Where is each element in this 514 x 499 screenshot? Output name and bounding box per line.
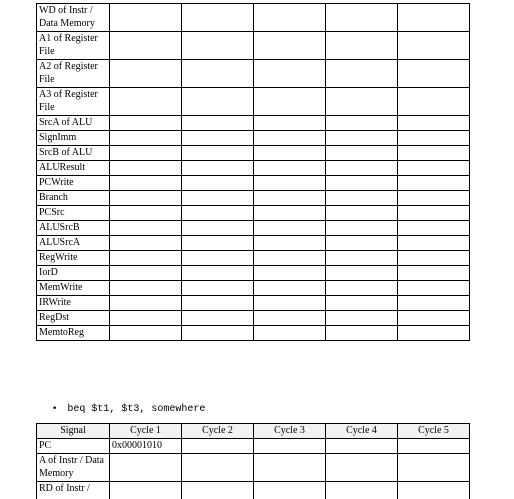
table-row	[37, 221, 470, 236]
cycle-5-cell[interactable]	[398, 116, 470, 131]
cycle-3-cell[interactable]	[254, 311, 326, 326]
cycle-5-cell[interactable]	[398, 281, 470, 296]
cycle-1-cell[interactable]	[110, 146, 182, 161]
cycle-5-cell[interactable]	[398, 131, 470, 146]
signal-name-cell: A of Instr / Data Memory	[37, 454, 110, 482]
table-row	[37, 131, 470, 146]
cycle-1-cell[interactable]	[110, 206, 182, 221]
cycle-3-cell[interactable]	[254, 251, 326, 266]
cycle-5-cell[interactable]	[398, 146, 470, 161]
cycle-3-cell[interactable]	[254, 454, 326, 482]
cycle-5-cell[interactable]	[398, 60, 470, 88]
cycle-4-cell[interactable]	[326, 88, 398, 116]
signal-name-cell: SignImm	[37, 131, 110, 146]
signal-name-cell: ALUSrcA	[37, 236, 110, 251]
signal-table-beq-body	[37, 439, 470, 499]
cycle-3-cell[interactable]	[254, 281, 326, 296]
cycle-4-cell[interactable]	[326, 206, 398, 221]
cycle-4-cell[interactable]	[326, 221, 398, 236]
cycle-2-cell[interactable]	[182, 482, 254, 499]
signal-name-cell: ALUResult	[37, 161, 110, 176]
cycle-2-cell[interactable]	[182, 88, 254, 116]
cycle-1-cell[interactable]	[110, 176, 182, 191]
table-row	[37, 266, 470, 281]
table-row	[37, 251, 470, 266]
cycle-3-cell[interactable]	[254, 176, 326, 191]
cycle-4-cell[interactable]	[326, 454, 398, 482]
cycle-1-cell[interactable]	[110, 311, 182, 326]
cycle-1-cell[interactable]	[110, 161, 182, 176]
cycle-4-column-header: Cycle 4	[326, 424, 398, 439]
cycle-1-cell[interactable]	[110, 4, 182, 32]
cycle-4-cell[interactable]	[326, 251, 398, 266]
cycle-3-cell[interactable]	[254, 296, 326, 311]
cycle-2-cell[interactable]	[182, 296, 254, 311]
cycle-2-cell[interactable]	[182, 161, 254, 176]
cycle-2-cell[interactable]	[182, 191, 254, 206]
cycle-1-cell[interactable]	[110, 221, 182, 236]
signal-name-cell: RD of Instr /	[37, 482, 110, 499]
table-row	[37, 4, 470, 32]
table-row	[37, 454, 470, 482]
cycle-1-cell[interactable]	[110, 236, 182, 251]
cycle-1-cell[interactable]	[110, 326, 182, 341]
cycle-4-cell[interactable]	[326, 191, 398, 206]
cycle-5-cell[interactable]	[398, 251, 470, 266]
table-row	[37, 206, 470, 221]
signal-name-cell: A1 of Register File	[37, 32, 110, 60]
cycle-2-cell[interactable]	[182, 116, 254, 131]
instruction-text: beq $t1, $t3, somewhere	[67, 404, 206, 415]
table-row	[37, 88, 470, 116]
table-row	[37, 191, 470, 206]
cycle-3-cell[interactable]	[254, 439, 326, 454]
cycle-3-cell[interactable]	[254, 236, 326, 251]
instruction-bullet	[52, 403, 205, 416]
cycle-5-cell[interactable]	[398, 296, 470, 311]
cycle-2-cell[interactable]	[182, 221, 254, 236]
cycle-2-cell[interactable]	[182, 206, 254, 221]
cycle-1-cell[interactable]	[110, 482, 182, 499]
cycle-3-cell[interactable]	[254, 60, 326, 88]
cycle-2-cell[interactable]	[182, 326, 254, 341]
cycle-3-cell[interactable]	[254, 161, 326, 176]
cycle-4-cell[interactable]	[326, 176, 398, 191]
cycle-2-cell[interactable]	[182, 60, 254, 88]
cycle-1-column-header: Cycle 1	[110, 424, 182, 439]
cycle-4-cell[interactable]	[326, 146, 398, 161]
signal-table-beq	[36, 423, 470, 499]
cycle-5-cell[interactable]	[398, 439, 470, 454]
signal-name-cell: IorD	[37, 266, 110, 281]
signal-name-cell: A2 of Register File	[37, 60, 110, 88]
table-row	[37, 296, 470, 311]
cycle-3-column-header: Cycle 3	[254, 424, 326, 439]
cycle-2-column-header: Cycle 2	[182, 424, 254, 439]
cycle-4-cell[interactable]	[326, 131, 398, 146]
signal-name-cell: PCWrite	[37, 176, 110, 191]
cycle-5-cell[interactable]	[398, 161, 470, 176]
table-row	[37, 311, 470, 326]
cycle-5-cell[interactable]	[398, 176, 470, 191]
cycle-3-cell[interactable]	[254, 88, 326, 116]
cycle-2-cell[interactable]	[182, 266, 254, 281]
cycle-2-cell[interactable]	[182, 32, 254, 60]
cycle-4-cell[interactable]	[326, 161, 398, 176]
cycle-4-cell[interactable]	[326, 32, 398, 60]
cycle-5-cell[interactable]	[398, 311, 470, 326]
cycle-1-cell[interactable]	[110, 266, 182, 281]
cycle-3-cell[interactable]	[254, 32, 326, 60]
cycle-2-cell[interactable]	[182, 4, 254, 32]
cycle-5-cell[interactable]	[398, 206, 470, 221]
cycle-5-cell[interactable]	[398, 482, 470, 499]
cycle-5-cell[interactable]	[398, 221, 470, 236]
cycle-2-cell[interactable]	[182, 454, 254, 482]
cycle-1-cell[interactable]	[110, 32, 182, 60]
table-row	[37, 146, 470, 161]
cycle-5-cell[interactable]	[398, 266, 470, 281]
signal-table-previous-body	[37, 4, 470, 341]
signal-name-cell: PC	[37, 439, 110, 454]
cycle-3-cell[interactable]	[254, 326, 326, 341]
cycle-1-cell[interactable]	[110, 131, 182, 146]
cycle-2-cell[interactable]	[182, 131, 254, 146]
cycle-5-cell[interactable]	[398, 326, 470, 341]
cycle-4-cell[interactable]	[326, 439, 398, 454]
signal-name-cell: ALUSrcB	[37, 221, 110, 236]
cycle-1-cell[interactable]	[110, 281, 182, 296]
cycle-3-cell[interactable]	[254, 206, 326, 221]
table-row	[37, 32, 470, 60]
cycle-1-cell[interactable]	[110, 191, 182, 206]
signal-name-cell: MemWrite	[37, 281, 110, 296]
cycle-3-cell[interactable]	[254, 266, 326, 281]
signal-table-previous	[36, 3, 470, 341]
cycle-3-cell[interactable]	[254, 482, 326, 499]
table-row	[37, 482, 470, 499]
cycle-5-cell[interactable]	[398, 4, 470, 32]
signal-column-header: Signal	[37, 424, 110, 439]
cycle-4-cell[interactable]	[326, 482, 398, 499]
signal-name-cell: MemtoReg	[37, 326, 110, 341]
cycle-1-cell[interactable]	[110, 116, 182, 131]
signal-name-cell: Branch	[37, 191, 110, 206]
signal-name-cell: A3 of Register File	[37, 88, 110, 116]
signal-name-cell: PCSrc	[37, 206, 110, 221]
cycle-4-cell[interactable]	[326, 311, 398, 326]
cycle-2-cell[interactable]	[182, 311, 254, 326]
cycle-4-cell[interactable]	[326, 326, 398, 341]
table-row	[37, 161, 470, 176]
bullet-glyph: •	[52, 404, 58, 414]
table-row	[37, 116, 470, 131]
cycle-5-cell[interactable]	[398, 236, 470, 251]
cycle-3-cell[interactable]	[254, 146, 326, 161]
table-row	[37, 236, 470, 251]
cycle-1-cell[interactable]	[110, 88, 182, 116]
cycle-1-cell[interactable]	[110, 60, 182, 88]
cycle-2-cell[interactable]	[182, 236, 254, 251]
table-row	[37, 60, 470, 88]
table-header-row	[37, 424, 470, 439]
cycle-5-cell[interactable]	[398, 32, 470, 60]
signal-name-cell: SrcA of ALU	[37, 116, 110, 131]
cycle-4-cell[interactable]	[326, 296, 398, 311]
cycle-2-cell[interactable]	[182, 146, 254, 161]
signal-name-cell: RegDst	[37, 311, 110, 326]
cycle-3-cell[interactable]	[254, 221, 326, 236]
signal-name-cell: RegWrite	[37, 251, 110, 266]
cycle-4-cell[interactable]	[326, 236, 398, 251]
cycle-3-cell[interactable]	[254, 116, 326, 131]
signal-name-cell: IRWrite	[37, 296, 110, 311]
cycle-1-cell[interactable]	[110, 251, 182, 266]
cycle-5-cell[interactable]	[398, 454, 470, 482]
table-row	[37, 326, 470, 341]
cycle-4-cell[interactable]	[326, 266, 398, 281]
cycle-4-cell[interactable]	[326, 4, 398, 32]
cycle-3-cell[interactable]	[254, 4, 326, 32]
table-row	[37, 281, 470, 296]
table-row	[37, 439, 470, 454]
cycle-5-cell[interactable]	[398, 191, 470, 206]
cycle-4-cell[interactable]	[326, 281, 398, 296]
cycle-2-cell[interactable]	[182, 176, 254, 191]
cycle-5-cell[interactable]	[398, 88, 470, 116]
cycle-1-cell[interactable]	[110, 454, 182, 482]
signal-name-cell: WD of Instr / Data Memory	[37, 4, 110, 32]
cycle-5-column-header: Cycle 5	[398, 424, 470, 439]
cycle-3-cell[interactable]	[254, 131, 326, 146]
cycle-2-cell[interactable]	[182, 439, 254, 454]
cycle-1-cell[interactable]: 0x00001010	[110, 439, 182, 454]
cycle-3-cell[interactable]	[254, 191, 326, 206]
cycle-1-cell[interactable]	[110, 296, 182, 311]
signal-name-cell: SrcB of ALU	[37, 146, 110, 161]
cycle-2-cell[interactable]	[182, 281, 254, 296]
cycle-4-cell[interactable]	[326, 116, 398, 131]
table-row	[37, 176, 470, 191]
cycle-4-cell[interactable]	[326, 60, 398, 88]
cycle-2-cell[interactable]	[182, 251, 254, 266]
